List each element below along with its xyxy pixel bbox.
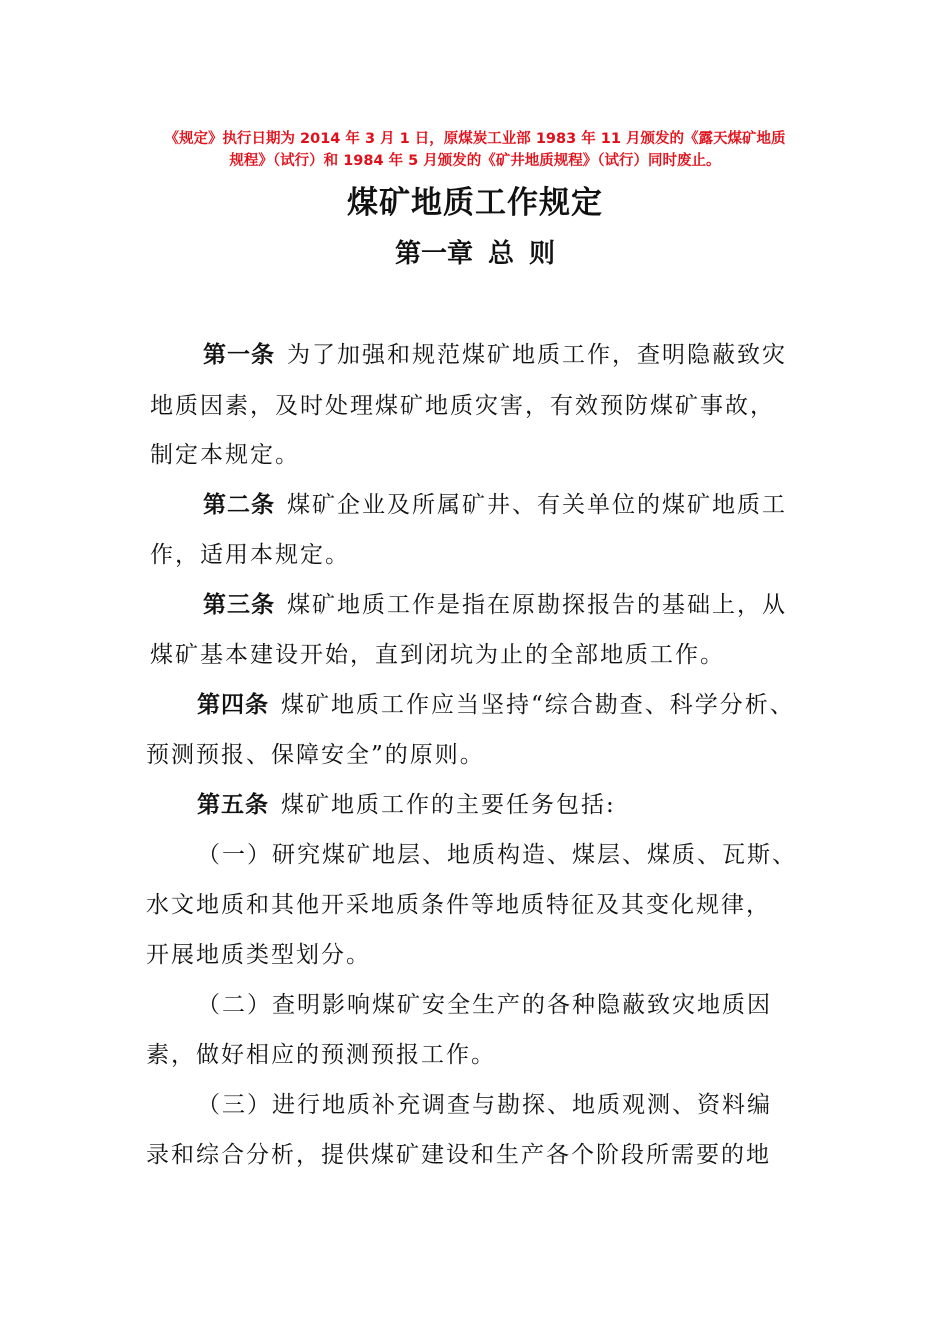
article-text: 作，适用本规定。 <box>150 542 350 568</box>
article-text: 制定本规定。 <box>150 442 300 468</box>
article-line <box>146 938 371 972</box>
article-text: 煤矿地质工作是指在原勘探报告的基础上，从 <box>287 592 787 618</box>
article-line <box>203 588 787 622</box>
article-heading: 第三条 <box>203 592 275 618</box>
article-line <box>197 788 616 822</box>
article-text: 预测预报、保障安全”的原则。 <box>146 742 485 768</box>
article-line <box>150 538 350 572</box>
article-line <box>197 1088 772 1122</box>
article-text: 地质因素，及时处理煤矿地质灾害，有效预防煤矿事故， <box>150 393 775 419</box>
article-line <box>146 1038 496 1072</box>
article-text: （三）进行地质补充调查与勘探、地质观测、资料编 <box>197 1092 772 1118</box>
article-text: 开展地质类型划分。 <box>146 942 371 968</box>
article-heading: 第四条 <box>197 692 269 718</box>
article-text: 煤矿企业及所属矿井、有关单位的煤矿地质工 <box>287 492 787 518</box>
article-text: 煤矿基本建设开始，直到闭坑为止的全部地质工作。 <box>150 642 725 668</box>
article-line <box>146 888 771 922</box>
notice-line-1: 《规定》执行日期为 2014 年 3 月 1 日，原煤炭工业部 1983 年 11 月颁发的《露天煤矿地质 <box>164 131 786 147</box>
article-line <box>203 338 787 372</box>
article-text: 煤矿地质工作的主要任务包括: <box>281 792 616 818</box>
article-text: 水文地质和其他开采地质条件等地质特征及其变化规律， <box>146 892 771 918</box>
article-text: 为了加强和规范煤矿地质工作，查明隐蔽致灾 <box>287 342 787 368</box>
notice-line-2: 规程》（试行）和 1984 年 5 月颁发的《矿井地质规程》（试行）同时废止。 <box>229 153 721 169</box>
article-heading: 第二条 <box>203 492 275 518</box>
article-line <box>203 488 787 522</box>
article-text: （二）查明影响煤矿安全生产的各种隐蔽致灾地质因 <box>197 992 772 1018</box>
article-text: 素，做好相应的预测预报工作。 <box>146 1042 496 1068</box>
article-text: 煤矿地质工作应当坚持“综合勘查、科学分析、 <box>281 692 795 718</box>
article-line <box>146 1138 771 1172</box>
article-heading: 第一条 <box>203 342 275 368</box>
article-line <box>150 389 775 423</box>
article-line <box>150 438 300 472</box>
article-text: （一）研究煤矿地层、地质构造、煤层、煤质、瓦斯、 <box>197 842 797 868</box>
article-line <box>197 688 795 722</box>
chapter-title: 第一章 总 则 <box>394 239 556 269</box>
article-line <box>197 988 772 1022</box>
article-line <box>150 638 725 672</box>
article-line <box>146 738 485 772</box>
article-line <box>197 838 797 872</box>
document-title: 煤矿地质工作规定 <box>347 185 603 221</box>
article-text: 录和综合分析，提供煤矿建设和生产各个阶段所需要的地 <box>146 1142 771 1168</box>
article-heading: 第五条 <box>197 792 269 818</box>
